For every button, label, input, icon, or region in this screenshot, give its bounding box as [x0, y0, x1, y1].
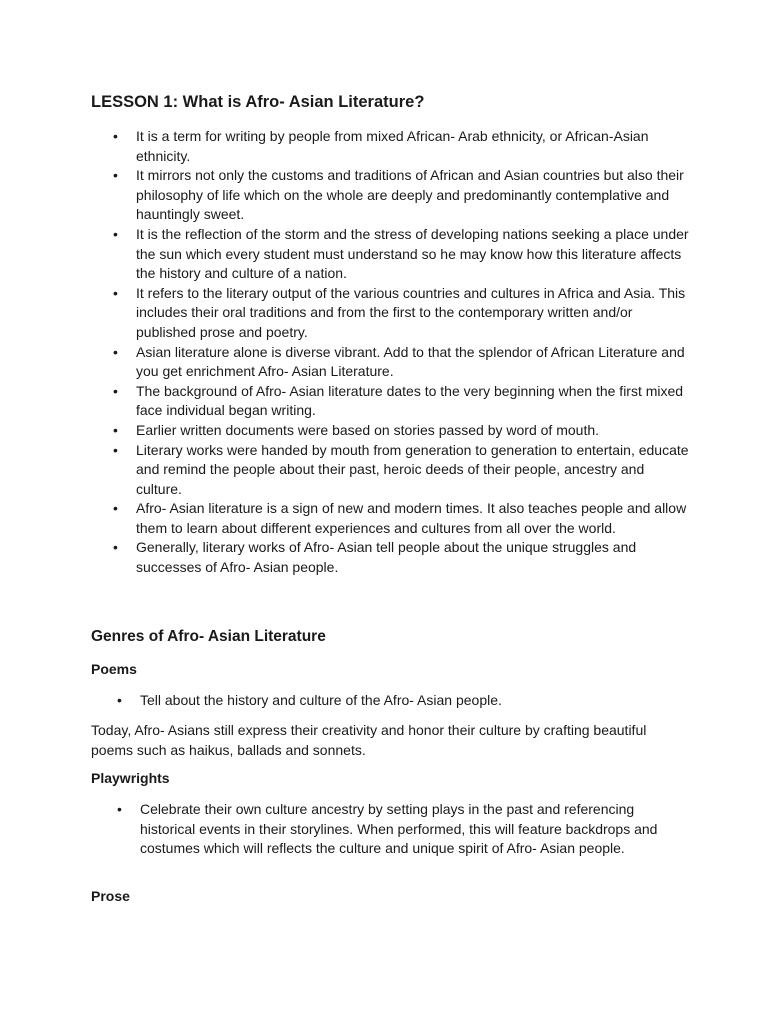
bullet-icon: • — [113, 421, 118, 438]
list-item — [91, 343, 691, 382]
bullet-icon: • — [113, 500, 118, 517]
poems-bullet-list — [91, 691, 691, 711]
poems-heading: Poems — [91, 661, 137, 677]
list-item — [91, 127, 691, 166]
list-item — [91, 225, 691, 284]
genres-title: Genres of Afro- Asian Literature — [91, 628, 326, 645]
bullet-text: Celebrate their own culture ancestry by setting plays in the past and referencing historical events in their storylines. When performed, this will feature backdrops and costumes which will reflects the culture and unique spirit of Afro- Asian people. — [140, 801, 658, 857]
bullet-icon: • — [113, 225, 118, 242]
bullet-icon: • — [113, 167, 118, 184]
list-item — [91, 538, 691, 577]
lesson-title: LESSON 1: What is Afro- Asian Literature? — [91, 93, 425, 111]
poems-paragraph: Today, Afro- Asians still express their creativity and honor their culture by crafting beautiful poems such as haikus, ballads and sonnets. — [91, 722, 647, 758]
bullet-text: Generally, literary works of Afro- Asian tell people about the unique struggles and successes of Afro- Asian people. — [136, 539, 637, 576]
playwrights-bullet-list — [91, 800, 691, 859]
playwrights-heading: Playwrights — [91, 770, 170, 786]
bullet-icon: • — [113, 441, 118, 458]
bullet-icon: • — [113, 128, 118, 144]
bullet-text: It is the reflection of the storm and the stress of developing nations seeking a place under the sun which every student must understand so he may know how this literature affects the history and culture of a nation. — [136, 225, 689, 282]
lesson-bullet-list — [91, 127, 691, 578]
bullet-text: It mirrors not only the customs and traditions of African and Asian countries but also their philosophy of life which on the whole are deeply and predominantly contemplative and hauntingly sweet. — [136, 167, 684, 223]
bullet-text: Tell about the history and culture of the Afro- Asian people. — [140, 692, 502, 708]
list-item — [91, 284, 691, 343]
bullet-icon: • — [113, 343, 118, 360]
bullet-text: Asian literature alone is diverse vibrant. Add to that the splendor of African Literature and you get enrichment Afro- Asian Literature. — [136, 343, 685, 380]
bullet-icon: • — [113, 539, 118, 556]
list-item — [91, 441, 691, 500]
bullet-icon: • — [113, 284, 118, 301]
prose-heading: Prose — [91, 888, 130, 904]
list-item — [91, 691, 691, 711]
list-item — [91, 166, 691, 225]
list-item — [91, 421, 691, 441]
bullet-text: Earlier written documents were based on stories passed by word of mouth. — [136, 421, 600, 438]
list-item — [91, 800, 691, 859]
bullet-icon: • — [117, 692, 122, 708]
bullet-icon: • — [117, 801, 122, 817]
bullet-text: It refers to the literary output of the various countries and cultures in Africa and Asia. This includes their oral traditions and from the first to the contemporary written and/or published prose and poetry. — [136, 284, 686, 340]
bullet-text: Afro- Asian literature is a sign of new and modern times. It also teaches people and allow them to learn about different experiences and cultures from all over the world. — [136, 500, 687, 536]
bullet-icon: • — [113, 382, 118, 399]
bullet-text: It is a term for writing by people from mixed African- Arab ethnicity, or African-Asian ethnicity. — [136, 128, 649, 164]
list-item — [91, 382, 691, 421]
bullet-text: The background of Afro- Asian literature dates to the very beginning when the first mixed face individual began writing. — [136, 382, 684, 419]
list-item — [91, 499, 691, 538]
bullet-text: Literary works were handed by mouth from generation to generation to entertain, educate and remind the people about their past, heroic deeds of their people, ancestry and culture. — [136, 441, 689, 497]
